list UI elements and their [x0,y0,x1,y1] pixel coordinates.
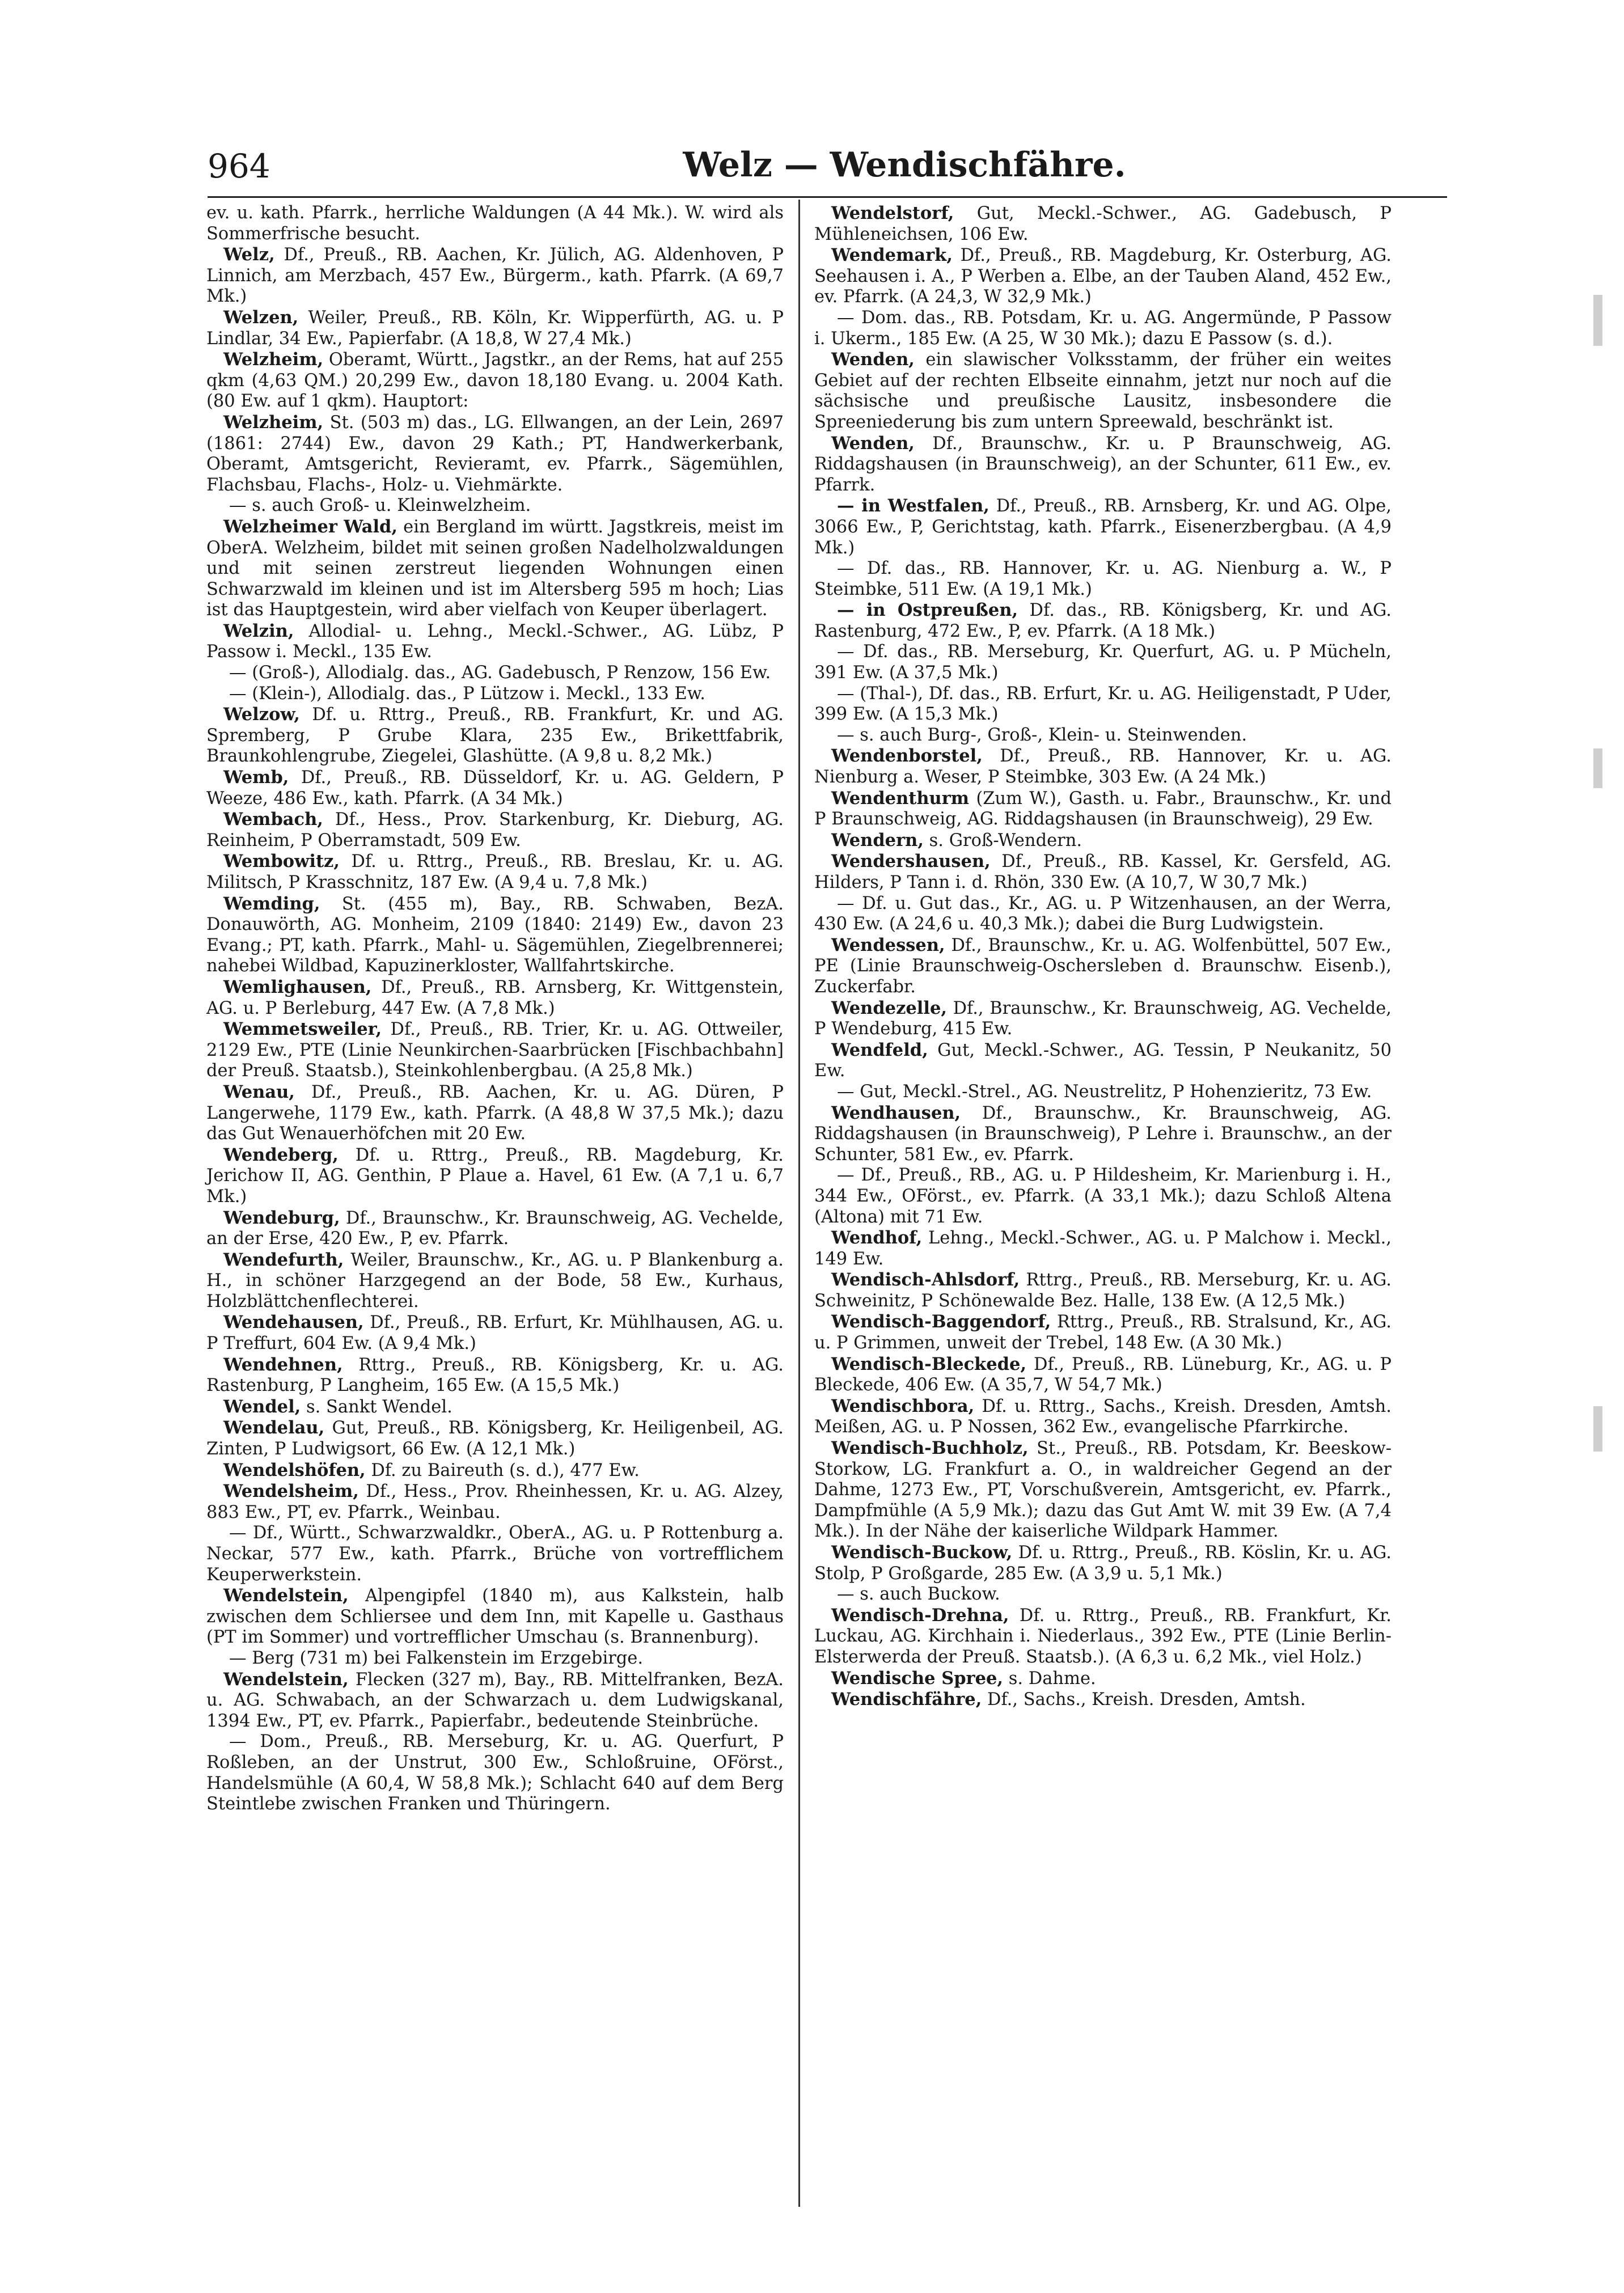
entry-text: — (Thal-), Df. das., RB. Erfurt, Kr. u. AG. Heiligenstadt, P Uder, 399 Ew. (A 15,3 Mk.) [814,683,1392,725]
dictionary-entry [206,203,784,244]
dictionary-entry [206,244,784,307]
running-title: Welz — Wendischfähre. [683,145,1126,185]
entry-headword: Wendischbora, [831,1395,975,1416]
dictionary-entry [206,1250,784,1313]
dictionary-entry [814,203,1392,245]
dictionary-entry [206,704,784,767]
entry-headword: Wendershausen, [831,851,991,872]
entry-text: Gut, Preuß., RB. Königsberg, Kr. Heiligenbeil, AG. Zinten, P Ludwigsort, 66 Ew. (A 12,1 Mk.) [206,1418,784,1459]
entry-headword: Wendisch-Buchholz, [831,1438,1029,1459]
entry-text: Df. das., RB. Königsberg, Kr. und AG. Rastenburg, 472 Ew., P, ev. Pfarrk. (A 18 Mk.) [814,600,1392,641]
entry-text: Df., Braunschw., Kr. u. AG. Wolfenbüttel, 507 Ew., PE (Linie Braunschweig-Oschersleben d. Braunschw. Eisenb.), Zuckerfabr. [814,935,1392,997]
dictionary-entry [206,1145,784,1208]
entry-text: Df., Hess., Prov. Rheinhessen, Kr. u. AG. Alzey, 883 Ew., PT, ev. Pfarrk., Weinbau. [206,1482,784,1522]
entry-text: — s. auch Buckow. [837,1584,1000,1605]
left-column [206,203,784,1815]
dictionary-entry [814,1312,1392,1353]
dictionary-entry [814,788,1392,830]
entry-headword: Wendisch-Drehna, [831,1605,1009,1626]
entry-headword: — in Ostpreußen, [837,600,1018,621]
entry-text: — Dom. das., RB. Potsdam, Kr. u. AG. Angermünde, P Passow i. Ukerm., 185 Ew. (A 25, W 30 Mk.); dazu E Passow (s. d.). [814,307,1392,349]
entry-text: — Df., Württ., Schwarzwaldkr., OberA., AG. u. P Rottenburg a. Neckar, 577 Ew., kath. Pfarrk., Brüche von vortrefflichem Keuperwerkstein. [206,1523,784,1585]
entry-text: — s. auch Burg-, Groß-, Klein- u. Steinwenden. [837,725,1247,745]
entry-text: Weiler, Braunschw., Kr., AG. u. P Blankenburg a. H., in schöner Harzgegend an der Bode, 58 Ew., Kurhaus, Holzblättchenflechterei. [206,1250,784,1312]
entry-text: Allodial- u. Lehng., Meckl.-Schwer., AG. Lübz, P Passow i. Meckl., 135 Ew. [206,621,784,662]
entry-text: Df., Sachs., Kreish. Dresden, Amtsh. [982,1690,1306,1710]
entry-text: Df., Preuß., RB. Aachen, Kr. u. AG. Düren, P Langerwehe, 1179 Ew., kath. Pfarrk. (A 48,8 W 37,5 Mk.); dazu das Gut Wenauerhöfchen mit 20 Ew. [206,1082,784,1144]
entry-text: — Df. u. Gut das., Kr., AG. u. P Witzenhausen, an der Werra, 430 Ew. (A 24,6 u. 40,3 Mk.); dabei die Burg Ludwigstein. [814,893,1392,934]
dictionary-entry [814,684,1392,725]
entry-text: Alpengipfel (1840 m), aus Kalkstein, halb zwischen dem Schliersee und dem Inn, mit Kapelle u. Gasthaus (PT im Sommer) und vortrefflicher Umschau (s. Brannenburg). [206,1586,784,1648]
entry-text: Df. u. Rttrg., Preuß., RB. Frankfurt, Kr. Luckau, AG. Kirchhain i. Niederlaus., 392 Ew., PTE (Linie Berlin-Elsterwerda der Preuß. Staatsb.). (A 6,3 u. 6,2 Mk., viel Holz.) [814,1605,1392,1667]
entry-text: St., Preuß., RB. Potsdam, Kr. Beeskow-Storkow, LG. Frankfurt a. O., in waldreicher Gegend an der Dahme, 1273 Ew., PT, Vorschußverein, Amtsgericht, ev. Pfarrk., Dampfmühle (A 5,9 Mk.); dazu das Gut Amt W. mit 39 Ew. (A 7,4 Mk.). In der Nähe der kaiserliche Wildpark Hammer. [814,1439,1392,1542]
dictionary-entry [206,977,784,1019]
entry-text: Df., Preuß., RB. Lüneburg, Kr., AG. u. P Bleckede, 406 Ew. (A 35,7, W 54,7 Mk.) [814,1354,1392,1395]
entry-headword: Wembowitz, [223,851,340,872]
entry-headword: Wendelau, [223,1418,325,1439]
entry-headword: Wendern, [831,830,924,851]
dictionary-entry [814,433,1392,496]
entry-text: Df. zu Baireuth (s. d.), 477 Ew. [365,1460,640,1480]
entry-text: Df., Preuß., RB. Erfurt, Kr. Mühlhausen, AG. u. P Treffurt, 604 Ew. (A 9,4 Mk.) [206,1313,784,1354]
dictionary-entry [814,894,1392,935]
entry-headword: — in Westfalen, [837,496,989,517]
entry-text: Flecken (327 m), Bay., RB. Mittelfranken, BezA. u. AG. Schwabach, an der Schwarzach u. dem Ludwigskanal, 1394 Ew., PT, ev. Pfarrk., Papierfabr., bedeutende Steinbrüche. [206,1669,784,1731]
entry-text: — Gut, Meckl.-Strel., AG. Neustrelitz, P Hohenzieritz, 73 Ew. [837,1081,1372,1102]
entry-headword: Wendelstein, [223,1585,349,1606]
entry-headword: Wendel, [223,1396,301,1417]
dictionary-entry [814,1542,1392,1584]
dictionary-entry [814,1668,1392,1690]
entry-headword: Wendelstein, [223,1669,349,1690]
entry-text: — Berg (731 m) bei Falkenstein im Erzgebirge. [229,1648,644,1668]
entry-text: Gut, Meckl.-Schwer., AG. Tessin, P Neukanitz, 50 Ew. [814,1040,1392,1081]
dictionary-entry [814,1103,1392,1166]
entry-headword: Wenden, [831,433,915,454]
entry-headword: Wendessen, [831,934,945,955]
entry-text: s. Dahme. [1003,1668,1096,1689]
entry-headword: Wendelstorf, [831,203,954,223]
entry-text: — (Groß-), Allodialg. das., AG. Gadebusch, P Renzow, 156 Ew. [229,663,771,683]
dictionary-entry [814,1689,1392,1711]
entry-headword: Wenau, [223,1081,295,1102]
dictionary-entry [206,1460,784,1482]
dictionary-entry [206,1481,784,1523]
entry-text: Df., Braunschw., Kr. Braunschweig, AG. Riddagshausen (in Braunschweig), P Lehre i. Braunschw., an der Schunter, 581 Ew., ev. Pfarrk. [814,1103,1392,1165]
entry-text: Df., Braunschw., Kr. Braunschweig, AG. Vechelde, P Wendeburg, 415 Ew. [814,998,1392,1039]
entry-headword: Wendisch-Baggendorf, [831,1312,1051,1332]
scan-edge-mark [1593,1406,1602,1452]
dictionary-entry [814,1082,1392,1103]
entry-text: St. (503 m) das., LG. Ellwangen, an der Lein, 2697 (1861: 2744) Ew., davon 29 Kath.; PT, Handwerkerbank, Oberamt, Amtsgericht, Revieramt, ev. Pfarrk., Sägemühlen, Flachsbau, Flachs-, Holz- u. Viehmärkte. [206,412,784,495]
entry-headword: Wendisch-Buckow, [831,1542,1013,1563]
dictionary-entry [206,307,784,349]
dictionary-entry [814,642,1392,683]
dictionary-entry [206,496,784,517]
entry-headword: Wendenthurm [831,788,970,809]
dictionary-entry [206,349,784,412]
entry-text: Lehng., Meckl.-Schwer., AG. u. P Malchow i. Meckl., 149 Ew. [814,1228,1392,1269]
dictionary-entry [814,600,1392,642]
dictionary-entry [206,1585,784,1648]
entry-text: — (Klein-), Allodialg. das., P Lützow i. Meckl., 133 Ew. [229,683,705,704]
entry-text: Df., Preuß., RB. Trier, Kr. u. AG. Ottweiler, 2129 Ew., PTE (Linie Neunkirchen-Saarbrücken [Fischbachbahn] der Preuß. Staatsb.), Steinkohlenbergbau. (A 25,8 Mk.) [206,1019,784,1081]
dictionary-entry [814,496,1392,559]
entry-headword: Wendefurth, [223,1249,344,1270]
entry-text: — Dom., Preuß., RB. Merseburg, Kr. u. AG. Querfurt, P Roßleben, an der Unstrut, 300 Ew., Schloßruine, OFörst., Handelsmühle (A 60,4, W 58,8 Mk.); Schlacht 640 auf dem Berg Steintlebe zwischen Franken und Thüringern. [206,1732,784,1814]
dictionary-entry [206,1019,784,1082]
dictionary-entry [206,1523,784,1585]
entry-headword: Wendische Spree, [831,1668,1004,1689]
entry-text: Df., Braunschw., Kr. Braunschweig, AG. Vechelde, an der Erse, 420 Ew., P, ev. Pfarrk. [206,1208,784,1249]
entry-text: Df., Preuß., RB. Hannover, Kr. u. AG. Nienburg a. Weser, P Steimbke, 303 Ew. (A 24 Mk.) [814,746,1392,788]
entry-text: — Df. das., RB. Hannover, Kr. u. AG. Nienburg a. W., P Steimbke, 511 Ew. (A 19,1 Mk.) [814,559,1392,599]
entry-text: Df., Preuß., RB. Aachen, Kr. Jülich, AG. Aldenhoven, P Linnich, am Merzbach, 457 Ew., Bürgerm., kath. Pfarrk. (A 69,7 Mk.) [206,245,784,307]
entry-text: Df. u. Rttrg., Preuß., RB. Köslin, Kr. u. AG. Stolp, P Großgarde, 285 Ew. (A 3,9 u. 5,1 Mk.) [814,1543,1392,1584]
entry-headword: Welzen, [223,307,299,328]
entry-headword: Wendenborstel, [831,746,983,767]
entry-text: Rttrg., Preuß., RB. Stralsund, Kr., AG. u. P Grimmen, unweit der Trebel, 148 Ew. (A 30 Mk.) [814,1312,1392,1353]
dictionary-entry [206,1397,784,1418]
dictionary-entry [206,684,784,705]
right-column [814,203,1392,1711]
entry-text: Df., Preuß., RB. Kassel, Kr. Gersfeld, AG. Hilders, P Tann i. d. Rhön, 330 Ew. (A 10,7, W 30,7 Mk.) [814,852,1392,892]
page-number: 964 [208,147,270,185]
dictionary-entry [814,1396,1392,1438]
entry-headword: Welz, [223,244,275,265]
dictionary-entry [814,308,1392,349]
dictionary-entry [206,1208,784,1250]
entry-text: s. Sankt Wendel. [301,1397,452,1417]
entry-text: Df., Preuß., RB. Arnsberg, Kr. Wittgenstein, AG. u. P Berleburg, 447 Ew. (A 7,8 Mk.) [206,977,784,1018]
entry-headword: Welzheimer Wald, [223,516,397,537]
entry-headword: Wemding, [223,893,320,914]
dictionary-entry [206,412,784,496]
entry-text: (Zum W.), Gasth. u. Fabr., Braunschw., Kr. und P Braunschweig, AG. Riddagshausen (in Braunschweig), 29 Ew. [814,788,1392,830]
entry-text: — Df., Preuß., RB., AG. u. P Hildesheim, Kr. Marienburg i. H., 344 Ew., OFörst., ev. Pfarrk. (A 33,1 Mk.); dazu Schloß Altena (Altona) mit 71 Ew. [814,1165,1392,1227]
entry-text: Weiler, Preuß., RB. Köln, Kr. Wipperfürth, AG. u. P Lindlar, 34 Ew., Papierfabr. (A 18,8, W 27,4 Mk.) [206,307,784,349]
entry-headword: Welzin, [223,620,294,641]
entry-headword: Welzheim, [223,349,324,370]
entry-text: Df. u. Rttrg., Sachs., Kreish. Dresden, Amtsh. Meißen, AG. u. P Nossen, 362 Ew., evangelische Pfarrkirche. [814,1396,1392,1437]
entry-text: Oberamt, Württ., Jagstkr., an der Rems, hat auf 255 qkm (4,63 QM.) 20,299 Ew., davon 18,180 Evang. u. 2004 Kath. (80 Ew. auf 1 qkm). Hauptort: [206,350,784,412]
column-divider [798,200,800,2207]
dictionary-entry [206,1082,784,1145]
dictionary-entry [814,725,1392,746]
dictionary-entry [206,851,784,893]
dictionary-entry [814,1354,1392,1396]
entry-text: Df. u. Rttrg., Preuß., RB. Frankfurt, Kr. und AG. Spremberg, P Grube Klara, 235 Ew., Brikettfabrik, Braunkohlengrube, Ziegelei, Glashütte. (A 9,8 u. 8,2 Mk.) [206,705,784,767]
entry-headword: Wendehnen, [223,1354,343,1375]
dictionary-entry [814,1605,1392,1668]
dictionary-entry [814,998,1392,1040]
entry-text: St. (455 m), Bay., RB. Schwaben, BezA. Donauwörth, AG. Monheim, 2109 (1840: 2149) Ew., davon 23 Evang.; PT, kath. Pfarrk., Mahl- u. Sägemühlen, Ziegelbrennerei; nahebei Wildbad, Kapuzinerkloster, Wallfahrtskirche. [206,894,784,976]
dictionary-entry [814,830,1392,852]
dictionary-entry [206,621,784,663]
entry-text: Rttrg., Preuß., RB. Königsberg, Kr. u. AG. Rastenburg, P Langheim, 165 Ew. (A 15,5 Mk.) [206,1355,784,1396]
entry-headword: Wendischfähre, [831,1689,982,1710]
entry-text: Df. u. Rttrg., Preuß., RB. Magdeburg, Kr. Jerichow II, AG. Genthin, P Plaue a. Havel, 61 Ew. (A 7,1 u. 6,7 Mk.) [206,1145,784,1207]
entry-headword: Wendfeld, [831,1039,928,1060]
entry-text: ein Bergland im württ. Jagstkreis, meist im OberA. Welzheim, bildet mit seinen großen Nadelholzwaldungen und mit seinen zerstreut liegenden Wohnungen einen Schwarzwald im kleinen und ist im Altersberg 595 m hoch; Lias ist das Hauptgestein, wird aber vielfach von Keuper überlagert. [206,517,784,620]
dictionary-entry [814,245,1392,308]
dictionary-entry [206,1732,784,1814]
entry-headword: Wendisch-Ahlsdorf, [831,1270,1020,1291]
dictionary-entry [206,767,784,809]
dictionary-entry [814,1040,1392,1082]
entry-text: Df., Braunschw., Kr. u. P Braunschweig, AG. Riddagshausen (in Braunschweig), an der Schunter, 611 Ew., ev. Pfarrk. [814,433,1392,495]
dictionary-entry [814,1228,1392,1270]
entry-headword: Wenden, [831,349,915,370]
entry-headword: Wemb, [223,767,289,788]
dictionary-entry [814,1438,1392,1542]
dictionary-entry [206,1355,784,1397]
entry-headword: Wendhausen, [831,1102,961,1123]
dictionary-entry [814,349,1392,433]
dictionary-entry [206,1669,784,1732]
entry-text: Rttrg., Preuß., RB. Merseburg, Kr. u. AG. Schweinitz, P Schönewalde Bez. Halle, 138 Ew. (A 12,5 Mk.) [814,1270,1392,1311]
dictionary-entry [206,1418,784,1459]
dictionary-entry [814,851,1392,893]
entry-text: Df., Preuß., RB. Arnsberg, Kr. und AG. Olpe, 3066 Ew., P, Gerichtstag, kath. Pfarrk., Eisenerzbergbau. (A 4,9 Mk.) [814,496,1392,558]
entry-text: Df., Preuß., RB. Düsseldorf, Kr. u. AG. Geldern, P Weeze, 486 Ew., kath. Pfarrk. (A 34 Mk.) [206,768,784,809]
dictionary-entry [206,1312,784,1354]
dictionary-entry [814,559,1392,600]
entry-text: Df., Hess., Prov. Starkenburg, Kr. Dieburg, AG. Reinheim, P Oberramstadt, 509 Ew. [206,810,784,851]
entry-headword: Wemlighausen, [223,976,372,997]
scan-edge-mark [1593,748,1602,788]
entry-headword: Welzheim, [223,412,324,433]
dictionary-entry [206,894,784,977]
dictionary-entry [814,1584,1392,1605]
dictionary-entry [206,809,784,851]
entry-text: Gut, Meckl.-Schwer., AG. Gadebusch, P Mühleneichsen, 106 Ew. [814,204,1392,244]
entry-headword: Wendhof, [831,1228,923,1249]
entry-headword: Wendeberg, [223,1144,339,1165]
entry-headword: Wendelsheim, [223,1481,359,1502]
entry-headword: Wendeburg, [223,1207,340,1228]
entry-headword: Wembach, [223,809,323,830]
entry-headword: Wendisch-Bleckede, [831,1353,1027,1374]
dictionary-entry [206,517,784,621]
scan-edge-mark [1593,295,1602,346]
entry-text: s. Groß-Wendern. [923,830,1082,851]
entry-headword: Wendezelle, [831,997,947,1018]
entry-headword: Wendelshöfen, [223,1459,366,1480]
dictionary-entry [814,935,1392,998]
entry-text: Df., Preuß., RB. Magdeburg, Kr. Osterburg, AG. Seehausen i. A., P Werben a. Elbe, an der Tauben Aland, 452 Ew., ev. Pfarrk. (A 24,3, W 32,9 Mk.) [814,246,1392,307]
dictionary-entry [814,746,1392,788]
entry-text: — Df. das., RB. Merseburg, Kr. Querfurt, AG. u. P Mücheln, 391 Ew. (A 37,5 Mk.) [814,642,1392,683]
dictionary-entry [814,1165,1392,1228]
dictionary-entry [206,1648,784,1669]
entry-headword: Welzow, [223,704,300,725]
header-rule [208,196,1447,198]
entry-headword: Wendehausen, [223,1312,364,1333]
entry-text: Df. u. Rttrg., Preuß., RB. Breslau, Kr. u. AG. Militsch, P Krasschnitz, 187 Ew. (A 9,4 u. 7,8 Mk.) [206,852,784,892]
entry-text: — s. auch Groß- u. Kleinwelzheim. [229,496,531,516]
dictionary-entry [206,663,784,684]
entry-text: ev. u. kath. Pfarrk., herrliche Waldungen (A 44 Mk.). W. wird als Sommerfrische besucht. [206,203,784,244]
entry-headword: Wemmetsweiler, [223,1019,382,1040]
entry-headword: Wendemark, [831,245,953,266]
dictionary-entry [814,1270,1392,1312]
entry-text: ein slawischer Volksstamm, der früher ein weites Gebiet auf der rechten Elbseite einnahm, jetzt nur noch auf die sächsische und preußische Lausitz, insbesondere die Spreeniederung bis zum untern Spreewald, beschränkt ist. [814,350,1392,432]
